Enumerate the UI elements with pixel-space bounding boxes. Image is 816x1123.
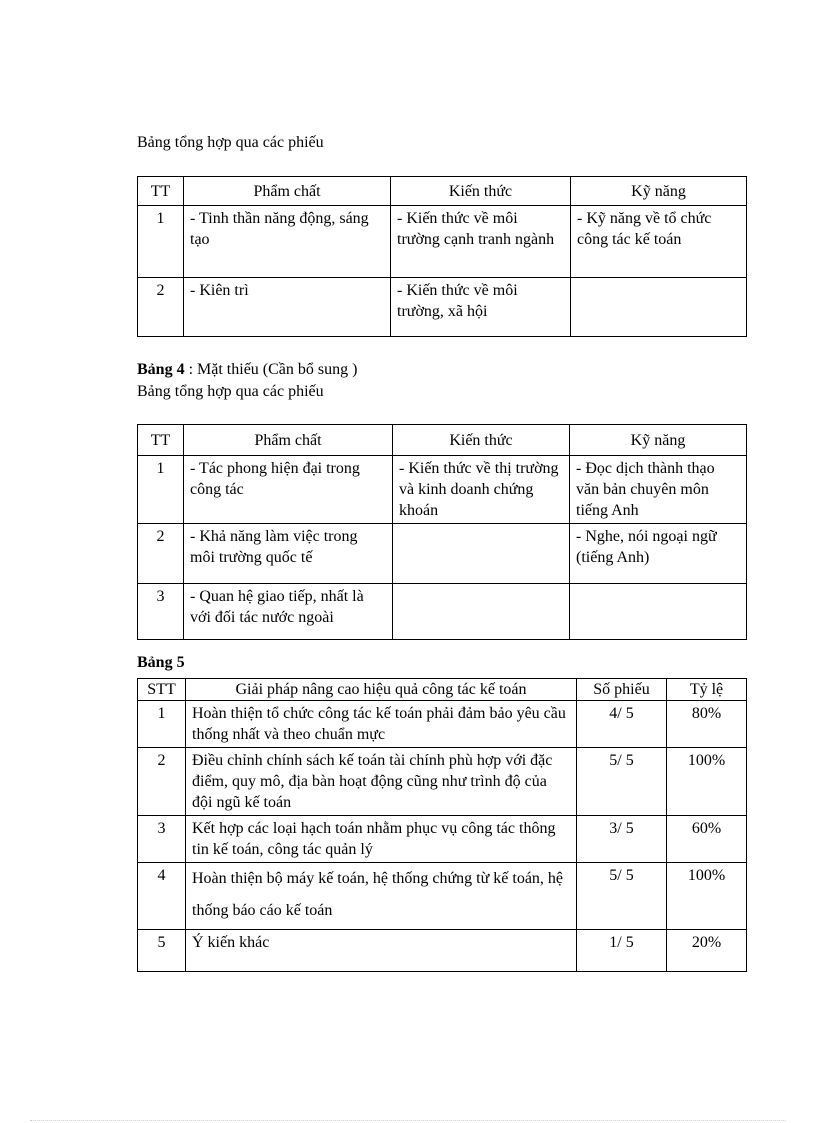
cell-tt: 2 bbox=[138, 524, 184, 584]
cell-ky-nang: - Nghe, nói ngoại ngữ (tiếng Anh) bbox=[570, 524, 747, 584]
table-row bbox=[138, 863, 747, 930]
table-row bbox=[138, 701, 747, 748]
cell-kien-thuc bbox=[393, 584, 570, 640]
header-stt: STT bbox=[138, 679, 186, 701]
table-4-missing bbox=[137, 424, 747, 640]
table5-title: Bảng 5 bbox=[137, 654, 185, 671]
table-header-row bbox=[138, 679, 747, 701]
cell-ky-nang bbox=[570, 584, 747, 640]
cell-stt: 2 bbox=[138, 748, 186, 816]
table4-title bbox=[137, 359, 357, 381]
table-5-solutions bbox=[137, 678, 747, 972]
cell-tt: 2 bbox=[138, 278, 184, 337]
cell-ty-le: 80% bbox=[667, 701, 747, 748]
cell-stt: 3 bbox=[138, 816, 186, 863]
cell-giai-phap: Hoàn thiện tổ chức công tác kế toán phải đảm bảo yêu cầu thống nhất và theo chuẩn mực bbox=[186, 701, 577, 748]
header-giai-phap: Giải pháp nâng cao hiệu quả công tác kế toán bbox=[186, 679, 577, 701]
table-row bbox=[138, 748, 747, 816]
cell-ty-le: 100% bbox=[667, 748, 747, 816]
table-row bbox=[138, 524, 747, 584]
header-ky-nang: Kỹ năng bbox=[570, 425, 747, 456]
header-kien-thuc: Kiến thức bbox=[391, 177, 571, 206]
table4-caption: Bảng tổng hợp qua các phiếu bbox=[137, 383, 324, 400]
header-tt: TT bbox=[138, 177, 184, 206]
table-row bbox=[138, 584, 747, 640]
cell-ky-nang: - Kỹ năng về tổ chức công tác kế toán bbox=[571, 206, 747, 278]
cell-stt: 1 bbox=[138, 701, 186, 748]
cell-ty-le: 60% bbox=[667, 816, 747, 863]
cell-kien-thuc: - Kiến thức về môi trường, xã hội bbox=[391, 278, 571, 337]
cell-kien-thuc bbox=[393, 524, 570, 584]
table4-title-rest: : Mặt thiếu (Cần bổ sung ) bbox=[184, 361, 358, 378]
cell-ty-le: 100% bbox=[667, 863, 747, 930]
table-row bbox=[138, 930, 747, 972]
header-pham-chat: Phẩm chất bbox=[184, 425, 393, 456]
cell-kien-thuc: - Kiến thức về môi trường cạnh tranh ngành bbox=[391, 206, 571, 278]
table-header-row bbox=[138, 177, 747, 206]
header-so-phieu: Số phiếu bbox=[577, 679, 667, 701]
cell-so-phieu: 1/ 5 bbox=[577, 930, 667, 972]
cell-ky-nang bbox=[571, 278, 747, 337]
header-tt: TT bbox=[138, 425, 184, 456]
cell-kien-thuc: - Kiến thức về thị trường và kinh doanh chứng khoán bbox=[393, 456, 570, 524]
cell-pham-chat: - Tác phong hiện đại trong công tác bbox=[184, 456, 393, 524]
cell-tt: 3 bbox=[138, 584, 184, 640]
cell-tt: 1 bbox=[138, 456, 184, 524]
cell-giai-phap: Hoàn thiện bộ máy kế toán, hệ thống chứng từ kế toán, hệ thống báo cáo kế toán bbox=[186, 863, 577, 930]
header-kien-thuc: Kiến thức bbox=[393, 425, 570, 456]
cell-pham-chat: - Tinh thần năng động, sáng tạo bbox=[184, 206, 391, 278]
table-row bbox=[138, 816, 747, 863]
table-1-strengths bbox=[137, 176, 747, 337]
cell-pham-chat: - Khả năng làm việc trong môi trường quốc tế bbox=[184, 524, 393, 584]
cell-pham-chat: - Kiên trì bbox=[184, 278, 391, 337]
page-bottom-divider bbox=[30, 1120, 786, 1121]
cell-tt: 1 bbox=[138, 206, 184, 278]
cell-ty-le: 20% bbox=[667, 930, 747, 972]
table-row bbox=[138, 456, 747, 524]
table1-caption: Bảng tổng hợp qua các phiếu bbox=[137, 134, 324, 151]
table-header-row bbox=[138, 425, 747, 456]
cell-giai-phap: Ý kiến khác bbox=[186, 930, 577, 972]
cell-so-phieu: 3/ 5 bbox=[577, 816, 667, 863]
cell-giai-phap: Điều chỉnh chính sách kế toán tài chính phù hợp với đặc điểm, quy mô, địa bàn hoạt động cũng như trình độ của đội ngũ kế toán bbox=[186, 748, 577, 816]
table4-title-bold: Bảng 4 bbox=[137, 361, 185, 378]
cell-stt: 4 bbox=[138, 863, 186, 930]
header-ty-le: Tỷ lệ bbox=[667, 679, 747, 701]
cell-ky-nang: - Đọc dịch thành thạo văn bản chuyên môn tiếng Anh bbox=[570, 456, 747, 524]
header-ky-nang: Kỹ năng bbox=[571, 177, 747, 206]
table-row bbox=[138, 206, 747, 278]
header-pham-chat: Phẩm chất bbox=[184, 177, 391, 206]
table-row bbox=[138, 278, 747, 337]
cell-so-phieu: 5/ 5 bbox=[577, 863, 667, 930]
cell-pham-chat: - Quan hệ giao tiếp, nhất là với đối tác nước ngoài bbox=[184, 584, 393, 640]
cell-so-phieu: 4/ 5 bbox=[577, 701, 667, 748]
cell-giai-phap: Kết hợp các loại hạch toán nhằm phục vụ công tác thông tin kế toán, công tác quản lý bbox=[186, 816, 577, 863]
cell-stt: 5 bbox=[138, 930, 186, 972]
cell-so-phieu: 5/ 5 bbox=[577, 748, 667, 816]
